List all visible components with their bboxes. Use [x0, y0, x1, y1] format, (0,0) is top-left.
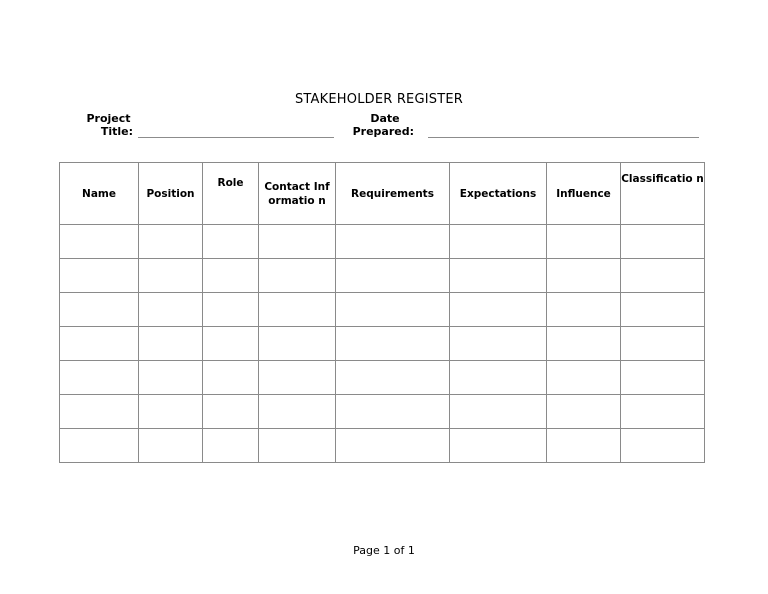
table-cell[interactable]: [621, 293, 705, 327]
project-label-line1: Project: [86, 112, 131, 125]
table-row: [60, 259, 705, 293]
table-cell[interactable]: [450, 429, 547, 463]
page-title: STAKEHOLDER REGISTER: [294, 92, 464, 107]
table-cell[interactable]: [203, 327, 259, 361]
table-cell[interactable]: [139, 429, 203, 463]
table-cell[interactable]: [259, 293, 336, 327]
table-cell[interactable]: [450, 361, 547, 395]
table-cell[interactable]: [60, 361, 139, 395]
table-row: [60, 429, 705, 463]
table-cell[interactable]: [621, 259, 705, 293]
table-cell[interactable]: [547, 327, 621, 361]
table-cell[interactable]: [60, 259, 139, 293]
table-cell[interactable]: [60, 225, 139, 259]
table-cell[interactable]: [547, 395, 621, 429]
header-contact-information: Contact Informatio n: [259, 163, 336, 225]
table-cell[interactable]: [450, 395, 547, 429]
header-requirements: Requirements: [336, 163, 450, 225]
table-cell[interactable]: [547, 429, 621, 463]
table-cell[interactable]: [139, 293, 203, 327]
table-cell[interactable]: [203, 293, 259, 327]
header-influence: Influence: [547, 163, 621, 225]
table-cell[interactable]: [621, 429, 705, 463]
table-cell[interactable]: [203, 361, 259, 395]
table-cell[interactable]: [259, 395, 336, 429]
table-cell[interactable]: [547, 259, 621, 293]
table-cell[interactable]: [336, 327, 450, 361]
header-expectations: Expectations: [450, 163, 547, 225]
table-cell[interactable]: [621, 225, 705, 259]
table-cell[interactable]: [621, 327, 705, 361]
table-cell[interactable]: [621, 395, 705, 429]
table-cell[interactable]: [450, 259, 547, 293]
table-cell[interactable]: [336, 225, 450, 259]
table-row: [60, 293, 705, 327]
table-cell[interactable]: [60, 293, 139, 327]
table-cell[interactable]: [203, 225, 259, 259]
page-number: Page 1 of 1: [353, 544, 415, 557]
header-name: Name: [60, 163, 139, 225]
table-cell[interactable]: [450, 327, 547, 361]
table-cell[interactable]: [139, 395, 203, 429]
table-cell[interactable]: [203, 395, 259, 429]
table-cell[interactable]: [259, 429, 336, 463]
table-cell[interactable]: [259, 327, 336, 361]
table-cell[interactable]: [336, 429, 450, 463]
header-classification: Classificatio n: [621, 163, 705, 225]
table-cell[interactable]: [450, 225, 547, 259]
date-label-line1: Date: [370, 112, 400, 125]
table-cell[interactable]: [336, 259, 450, 293]
table-cell[interactable]: [203, 259, 259, 293]
table-cell[interactable]: [547, 225, 621, 259]
stakeholder-table: [59, 162, 705, 463]
table-row: [60, 225, 705, 259]
header-position: Position: [139, 163, 203, 225]
table-cell[interactable]: [259, 259, 336, 293]
project-label-line2: Title:: [100, 125, 133, 138]
header-role: Role: [203, 163, 259, 225]
table-cell[interactable]: [547, 293, 621, 327]
table-row: [60, 361, 705, 395]
table-row: [60, 327, 705, 361]
table-header-row: [60, 163, 705, 225]
date-prepared-label: [352, 112, 414, 138]
table-cell[interactable]: [60, 429, 139, 463]
table-cell[interactable]: [259, 225, 336, 259]
table-cell[interactable]: [621, 361, 705, 395]
table-cell[interactable]: [139, 259, 203, 293]
project-title-field[interactable]: [138, 137, 334, 138]
table-cell[interactable]: [139, 225, 203, 259]
table-cell[interactable]: [336, 293, 450, 327]
table-row: [60, 395, 705, 429]
table-cell[interactable]: [203, 429, 259, 463]
table-cell[interactable]: [60, 395, 139, 429]
date-label-line2: Prepared:: [352, 125, 414, 138]
table-cell[interactable]: [139, 327, 203, 361]
table-cell[interactable]: [450, 293, 547, 327]
date-prepared-field[interactable]: [428, 137, 699, 138]
table-cell[interactable]: [60, 327, 139, 361]
table-cell[interactable]: [547, 361, 621, 395]
table-cell[interactable]: [336, 395, 450, 429]
table-cell[interactable]: [259, 361, 336, 395]
table-cell[interactable]: [139, 361, 203, 395]
project-title-label: [80, 112, 133, 138]
table-cell[interactable]: [336, 361, 450, 395]
